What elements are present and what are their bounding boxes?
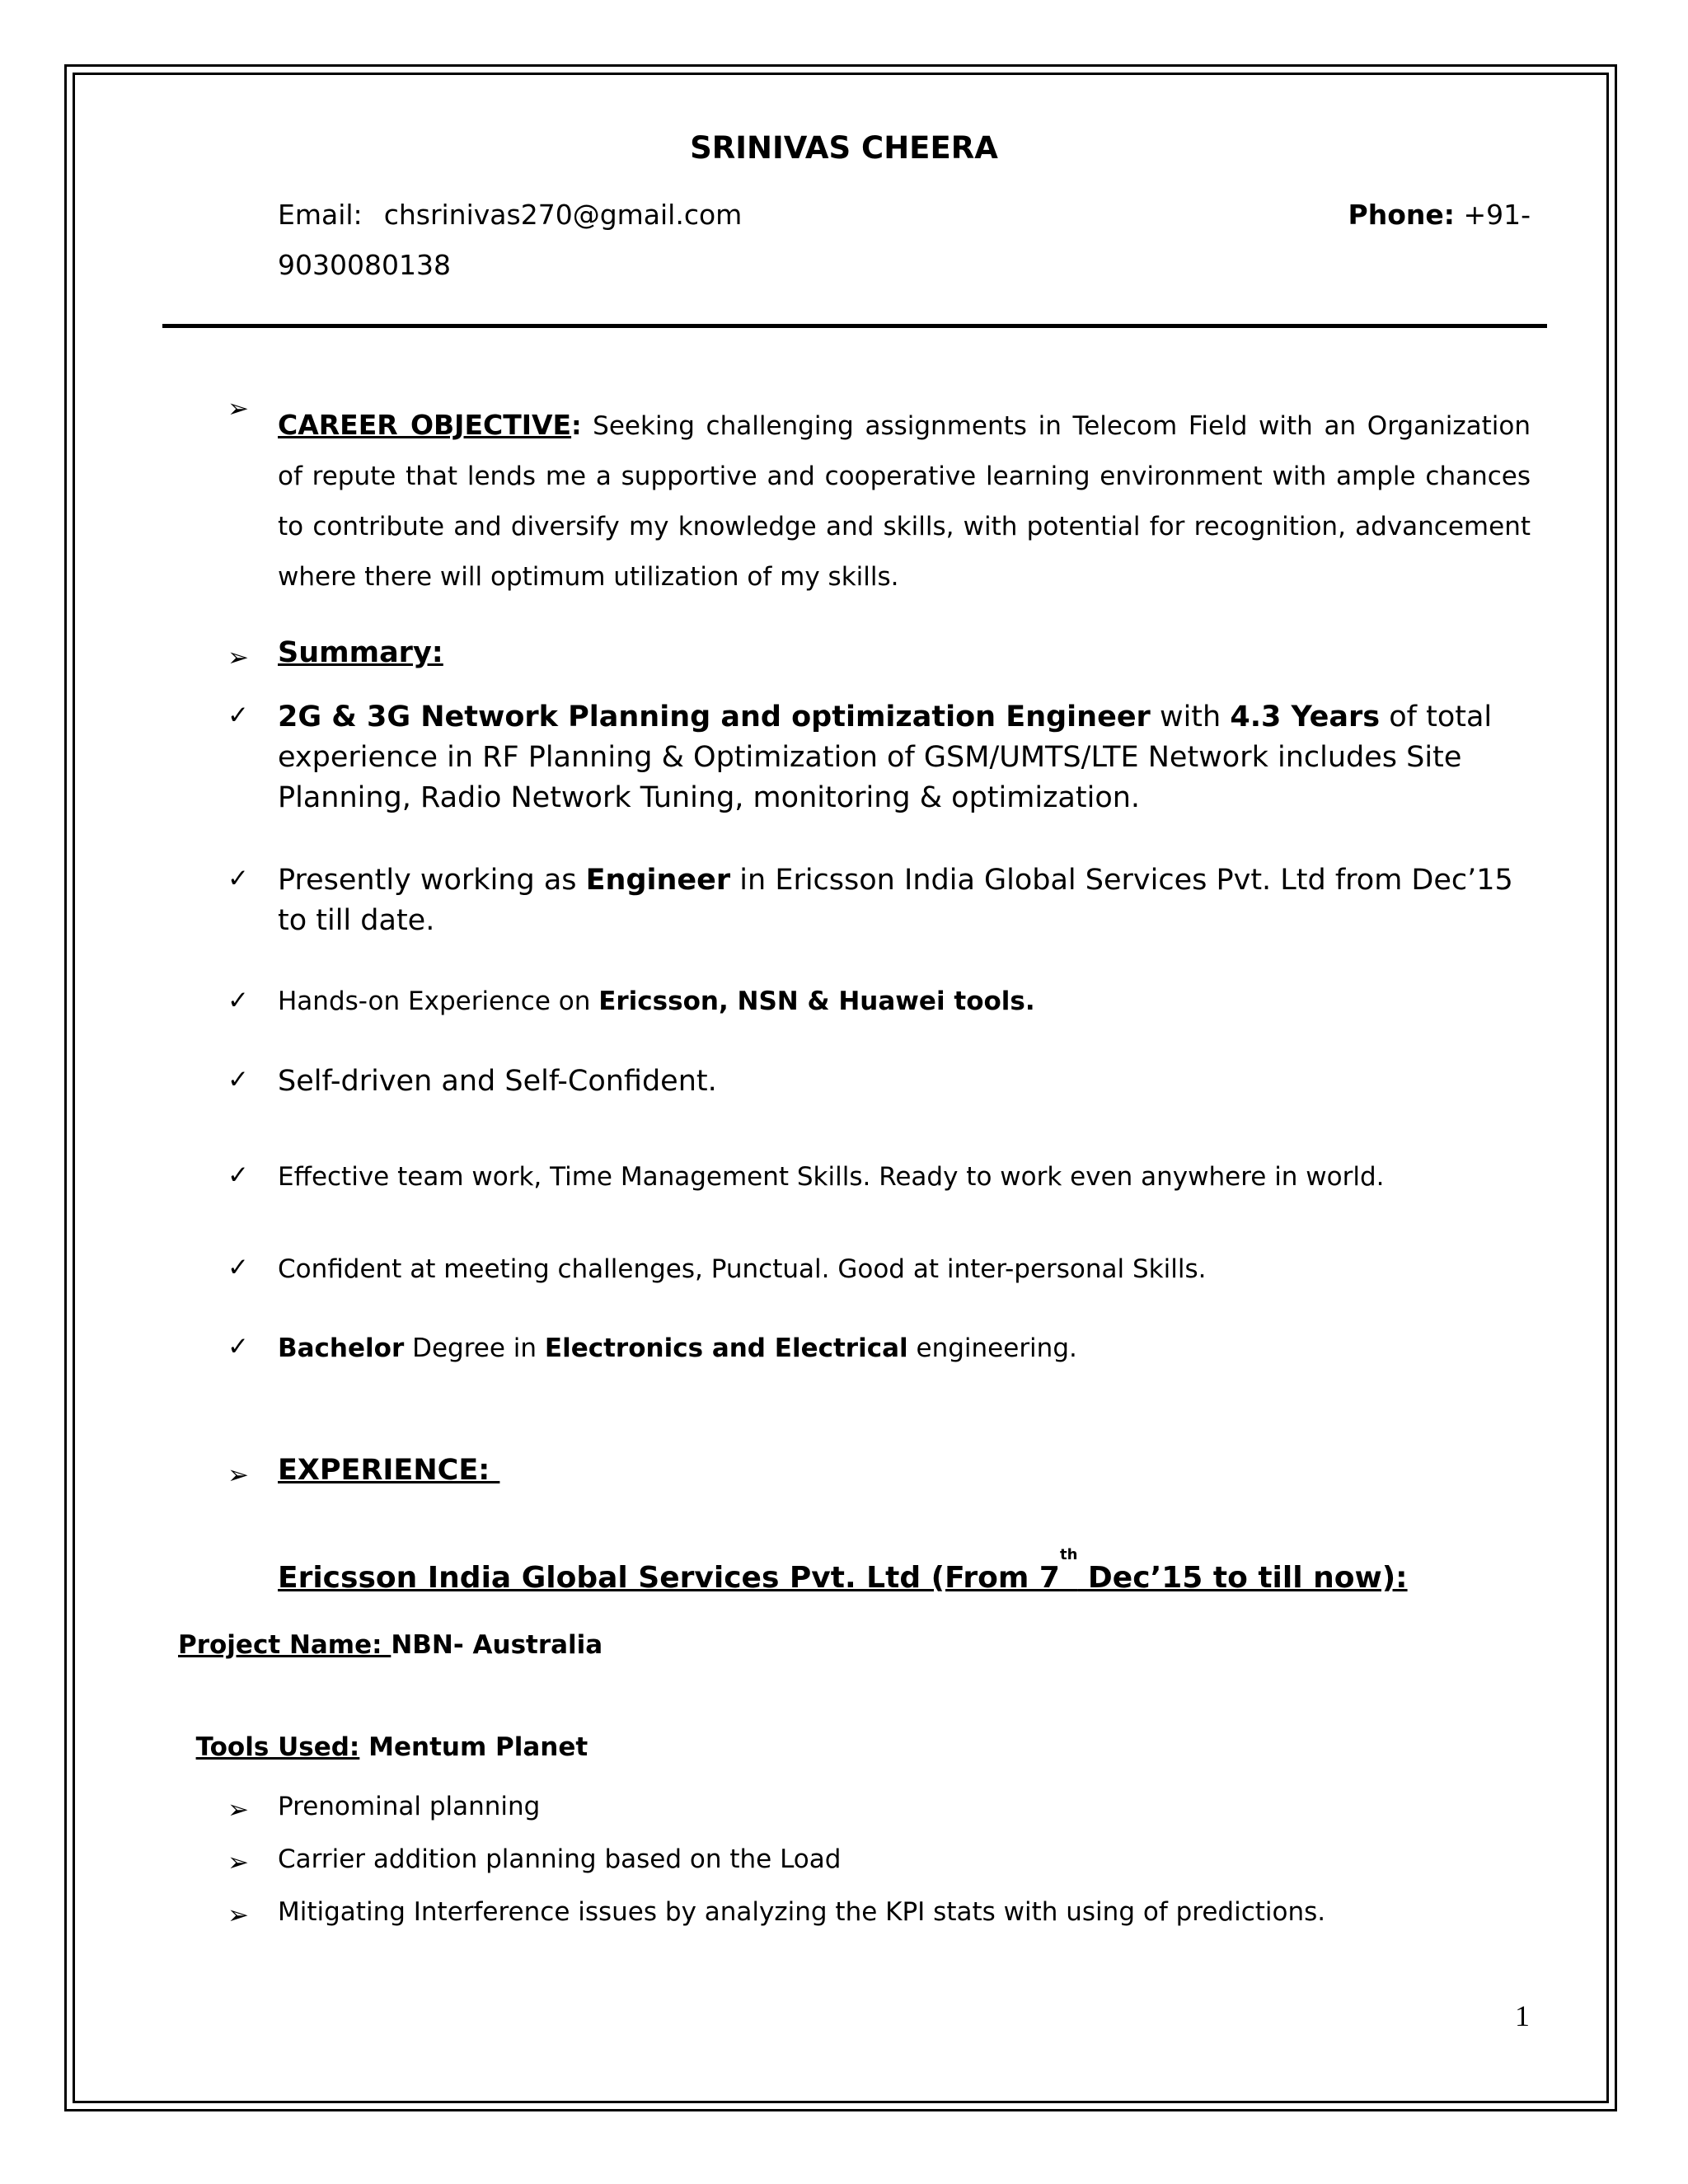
summary-item-current-role: Presently working as Engineer in Ericsson India Global Services Pvt. Ltd from Dec’15 to till date.	[278, 864, 1513, 937]
summary-item-tools: Hands-on Experience on Ericsson, NSN & Huawei tools.	[278, 987, 1035, 1016]
tools-used	[178, 1703, 588, 1762]
checkmark-icon: ✓	[227, 1160, 249, 1190]
checkmark-icon: ✓	[227, 1253, 249, 1282]
phone-number-part1: +91-	[1463, 199, 1531, 231]
summary-heading: Summary:	[278, 636, 443, 669]
tools-used-value: Mentum Planet	[359, 1732, 588, 1762]
project-name-value: NBN- Australia	[391, 1630, 603, 1660]
arrow-bullet-icon: ➢	[227, 1900, 249, 1930]
task-item: Mitigating Interference issues by analyzing the KPI stats with using of predictions.	[278, 1897, 1326, 1927]
header-divider	[162, 324, 1547, 328]
task-item: Carrier addition planning based on the Load	[278, 1844, 842, 1874]
project-name	[178, 1630, 603, 1660]
summary-item-self-driven: Self-driven and Self-Confident.	[278, 1065, 717, 1098]
task-item: Prenominal planning	[278, 1792, 541, 1821]
checkmark-icon: ✓	[227, 1332, 249, 1361]
arrow-bullet-icon: ➢	[227, 1460, 249, 1490]
contact-block	[278, 190, 1531, 290]
checkmark-icon: ✓	[227, 701, 249, 730]
summary-item-degree: Bachelor Degree in Electronics and Electrical engineering.	[278, 1333, 1077, 1363]
summary-item-teamwork: Effective team work, Time Management Skills. Ready to work even anywhere in world.	[278, 1162, 1385, 1192]
phone-label: Phone:	[1348, 199, 1455, 231]
project-name-label: Project Name:	[178, 1630, 392, 1660]
candidate-name: SRINIVAS CHEERA	[690, 130, 998, 166]
career-objective: CAREER OBJECTIVE: Seeking challenging assignments in Telecom Field with an Organization of repute that lends me a supportive and cooperative learning environment with ample chances to contribute and diversify my knowledge and skills, with potential for recognition, advancement where there will optimum utilization of my skills.	[278, 409, 1531, 592]
phone-line	[1348, 190, 1531, 240]
career-objective-heading: CAREER OBJECTIVE	[278, 409, 572, 441]
summary-item-punctual: Confident at meeting challenges, Punctual. Good at inter-personal Skills.	[278, 1254, 1207, 1284]
employer-heading: Ericsson India Global Services Pvt. Ltd (From 7th Dec’15 to till now):	[278, 1546, 1408, 1595]
arrow-bullet-icon: ➢	[227, 643, 249, 673]
checkmark-icon: ✓	[227, 986, 249, 1015]
email-address: chsrinivas270@gmail.com	[383, 199, 743, 231]
phone-number-part2: 9030080138	[278, 249, 451, 281]
arrow-bullet-icon: ➢	[227, 1848, 249, 1877]
checkmark-icon: ✓	[227, 864, 249, 893]
career-objective-text: Seeking challenging assignments in Telecom Field with an Organization of repute that lends me a supportive and cooperative learning environment with ample chances to contribute and diversify my knowledge and skills, with potential for recognition, advancement where there will optimum utilization of my skills.	[278, 411, 1531, 592]
experience-heading: EXPERIENCE:	[278, 1454, 500, 1487]
page-number: 1	[1515, 1999, 1530, 2032]
email-label: Email:	[278, 199, 363, 231]
tools-used-label: Tools Used:	[195, 1732, 360, 1762]
arrow-bullet-icon: ➢	[227, 1795, 249, 1825]
summary-item-experience: 2G & 3G Network Planning and optimization Engineer with 4.3 Years of total experience in RF Planning & Optimization of GSM/UMTS/LTE Network includes Site Planning, Radio Network Tuning, monitoring & optimization.	[278, 701, 1493, 814]
checkmark-icon: ✓	[227, 1065, 249, 1094]
arrow-bullet-icon: ➢	[227, 394, 249, 424]
